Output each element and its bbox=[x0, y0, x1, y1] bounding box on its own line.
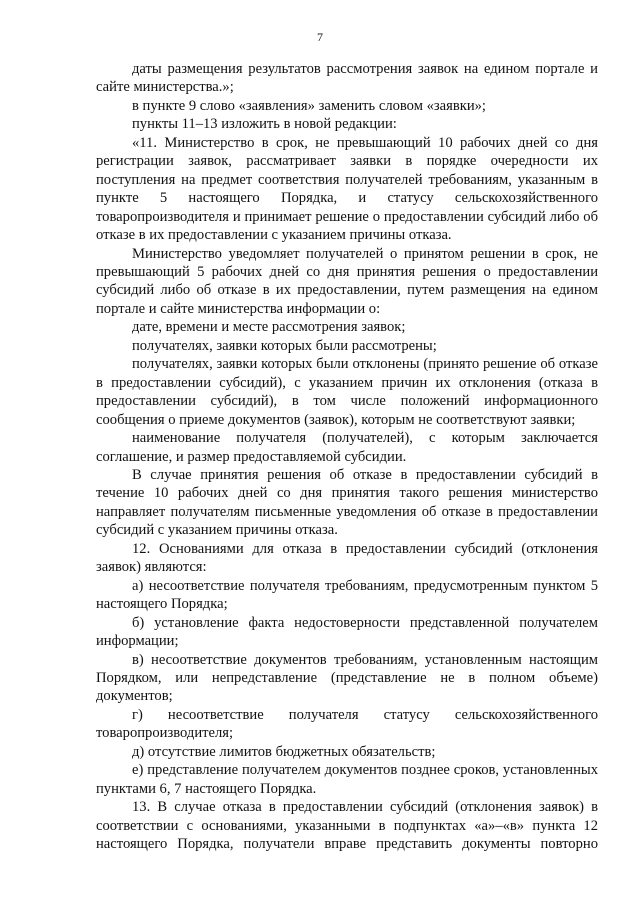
paragraph: получателях, заявки которых были отклонены (принято решение об отказе в предоставлении субсидий), с указанием причин их отклонения (отказа в предоставлении субсидий), в том числе положений информационного сообщения о приеме документов (заявок), которым не соответствуют заявки; bbox=[96, 356, 598, 428]
paragraph: д) отсутствие лимитов бюджетных обязательств; bbox=[132, 743, 436, 760]
paragraph: даты размещения результатов рассмотрения заявок на едином портале и сайте министерства.»; bbox=[96, 61, 598, 96]
paragraph: 13. В случае отказа в предоставлении субсидий (отклонения заявок) в соответствии с основаниями, указанными в подпунктах «а»–«в» пункта 12 настоящего Порядка, получатели вправе представить документы повторно bbox=[96, 799, 598, 853]
paragraph: в пункте 9 слово «заявления» заменить словом «заявки»; bbox=[132, 97, 486, 114]
paragraph: г) несоответствие получателя статусу сельскохозяйственного товаропроизводителя; bbox=[96, 706, 598, 742]
paragraph: 12. Основаниями для отказа в предоставлении субсидий (отклонения заявок) являются: bbox=[96, 540, 598, 576]
paragraph: в) несоответствие документов требованиям, установленным настоящим Порядком, или непредставление (представление не в полном объеме) документов; bbox=[96, 651, 598, 705]
paragraph: е) представление получателем документов позднее сроков, установленных пунктами 6, 7 настоящего Порядка. bbox=[96, 762, 598, 797]
paragraph: получателях, заявки которых были рассмотрены; bbox=[132, 337, 437, 354]
paragraph: дате, времени и месте рассмотрения заявок; bbox=[132, 319, 406, 336]
page-number: 7 bbox=[317, 30, 323, 44]
document-body bbox=[96, 60, 598, 853]
paragraph: В случае принятия решения об отказе в предоставлении субсидий в течение 10 рабочих дней со дня принятия такого решения министерство направляет получателям письменные уведомления об отказе в предоставлении субсидий с указанием причины отказа. bbox=[96, 466, 598, 539]
paragraph: «11. Министерство в срок, не превышающий 10 рабочих дней со дня регистрации заявок, рассматривает заявки в порядке очередности их поступления на предмет соответствия получателей требованиям, указанным в пункте 5 настоящего Порядка, и статусу сельскохозяйственного товаропроизводителя и принимает решение о предоставлении субсидий либо об отказе в их предоставлении с указанием причины отказа. bbox=[96, 134, 598, 244]
paragraph: а) несоответствие получателя требованиям, предусмотренным пунктом 5 настоящего Порядка; bbox=[96, 577, 598, 613]
paragraph: б) установление факта недостоверности представленной получателем информации; bbox=[96, 614, 598, 650]
paragraph: Министерство уведомляет получателей о принятом решении в срок, не превышающий 5 рабочих дней со дня принятия решения о предоставлении субсидий либо об отказе в их предоставлении, путем размещения на едином портале и сайте министерства информации о: bbox=[96, 245, 598, 317]
paragraph: пункты 11–13 изложить в новой редакции: bbox=[132, 116, 397, 133]
paragraph: наименование получателя (получателей), с которым заключается соглашение, и размер предоставляемой субсидии. bbox=[96, 430, 598, 465]
